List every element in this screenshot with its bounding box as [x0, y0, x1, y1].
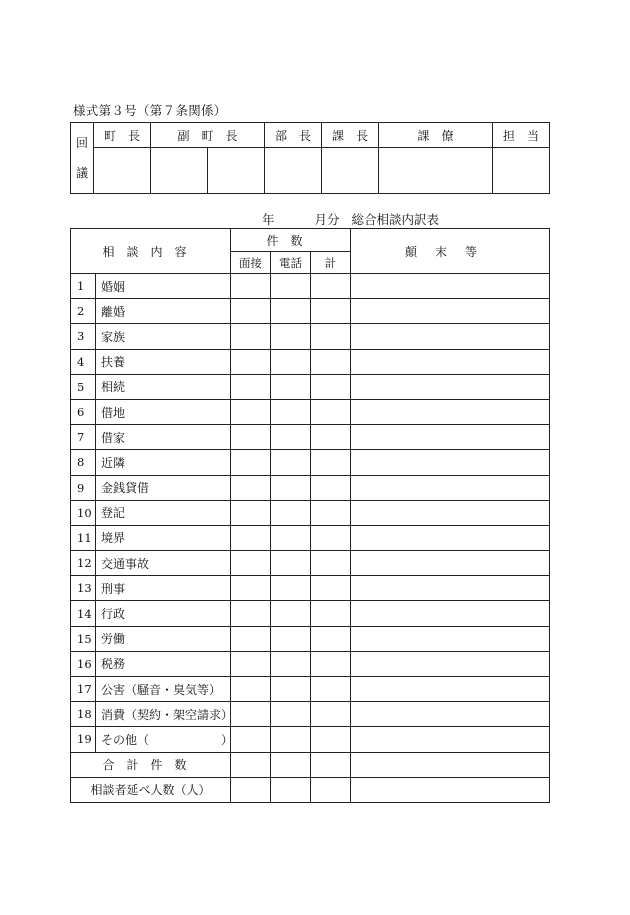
row-number: 8	[71, 450, 96, 475]
row-number: 1	[71, 274, 96, 299]
total-row	[71, 752, 550, 777]
cell-phone[interactable]	[271, 727, 311, 752]
cell-in-person[interactable]	[231, 500, 271, 525]
row-label: 労働	[96, 626, 231, 651]
row-label: 境界	[96, 525, 231, 550]
cell-total[interactable]	[311, 551, 351, 576]
row-number: 2	[71, 299, 96, 324]
row-number: 7	[71, 425, 96, 450]
header-count: 件数	[231, 229, 351, 252]
cell-total[interactable]	[311, 777, 351, 802]
cell-in-person[interactable]	[231, 777, 271, 802]
subheader-total: 計	[311, 252, 351, 274]
cell-phone[interactable]	[271, 525, 311, 550]
cell-in-person[interactable]	[231, 727, 271, 752]
table-row	[71, 450, 550, 475]
cell-phone[interactable]	[271, 752, 311, 777]
row-number: 17	[71, 677, 96, 702]
row-label: 婚姻	[96, 274, 231, 299]
row-label: 公害（騒音・臭気等）	[96, 677, 231, 702]
row-label: 近隣	[96, 450, 231, 475]
table-row	[71, 727, 550, 752]
cell-details[interactable]	[351, 324, 550, 349]
approval-box-in-charge[interactable]	[493, 148, 550, 194]
cell-details[interactable]	[351, 374, 550, 399]
title-month: 月分	[314, 212, 340, 227]
cell-total[interactable]	[311, 752, 351, 777]
cell-total[interactable]	[311, 651, 351, 676]
header-details: 顛末等	[351, 229, 550, 274]
cell-in-person[interactable]	[231, 626, 271, 651]
cell-details[interactable]	[351, 450, 550, 475]
approval-header-section-chief: 課 長	[322, 123, 379, 148]
cell-details[interactable]	[351, 349, 550, 374]
approval-box-deputy-mayor-2[interactable]	[208, 148, 265, 194]
cell-total[interactable]	[311, 374, 351, 399]
row-number: 12	[71, 551, 96, 576]
cell-details[interactable]	[351, 475, 550, 500]
cell-phone[interactable]	[271, 450, 311, 475]
table-row	[71, 702, 550, 727]
cell-total[interactable]	[311, 727, 351, 752]
row-label: 借家	[96, 425, 231, 450]
cell-details[interactable]	[351, 399, 550, 424]
cell-details[interactable]	[351, 274, 550, 299]
cell-total[interactable]	[311, 525, 351, 550]
cell-in-person[interactable]	[231, 425, 271, 450]
cell-in-person[interactable]	[231, 475, 271, 500]
cell-total[interactable]	[311, 626, 351, 651]
cell-in-person[interactable]	[231, 299, 271, 324]
cell-details[interactable]	[351, 425, 550, 450]
cell-in-person[interactable]	[231, 576, 271, 601]
cell-in-person[interactable]	[231, 752, 271, 777]
approval-header-deputy-mayor: 副 町 長	[151, 123, 265, 148]
cell-in-person[interactable]	[231, 551, 271, 576]
row-label: その他（ ）	[96, 727, 231, 752]
cell-phone[interactable]	[271, 702, 311, 727]
approval-box-director[interactable]	[265, 148, 322, 194]
row-number: 14	[71, 601, 96, 626]
cell-total[interactable]	[311, 324, 351, 349]
row-label: 税務	[96, 651, 231, 676]
cell-details[interactable]	[351, 525, 550, 550]
row-number: 13	[71, 576, 96, 601]
cell-phone[interactable]	[271, 299, 311, 324]
approval-box-mayor[interactable]	[94, 148, 151, 194]
cell-phone[interactable]	[271, 677, 311, 702]
table-row	[71, 475, 550, 500]
table-row	[71, 349, 550, 374]
row-number: 19	[71, 727, 96, 752]
table-row	[71, 500, 550, 525]
cell-total[interactable]	[311, 576, 351, 601]
approval-side-label	[71, 123, 94, 194]
cell-details[interactable]	[351, 601, 550, 626]
cell-in-person[interactable]	[231, 349, 271, 374]
cell-phone[interactable]	[271, 274, 311, 299]
approval-box-deputy-mayor-1[interactable]	[151, 148, 208, 194]
row-label: 登記	[96, 500, 231, 525]
row-number: 3	[71, 324, 96, 349]
cell-details[interactable]	[351, 626, 550, 651]
cell-phone[interactable]	[271, 777, 311, 802]
row-label: 交通事故	[96, 551, 231, 576]
subheader-in-person: 面接	[231, 252, 271, 274]
cell-phone[interactable]	[271, 601, 311, 626]
cell-total[interactable]	[311, 274, 351, 299]
row-label: 借地	[96, 399, 231, 424]
cell-details[interactable]	[351, 677, 550, 702]
table-title	[262, 210, 439, 228]
cell-phone[interactable]	[271, 626, 311, 651]
table-row	[71, 274, 550, 299]
cell-total[interactable]	[311, 475, 351, 500]
approval-header-in-charge: 担 当	[493, 123, 550, 148]
cell-details[interactable]	[351, 576, 550, 601]
subheader-phone: 電話	[271, 252, 311, 274]
approval-table	[70, 122, 550, 194]
cell-in-person[interactable]	[231, 399, 271, 424]
cell-details[interactable]	[351, 727, 550, 752]
cell-total[interactable]	[311, 450, 351, 475]
consultation-table	[70, 228, 550, 803]
row-number: 15	[71, 626, 96, 651]
table-row	[71, 677, 550, 702]
row-number: 11	[71, 525, 96, 550]
table-row	[71, 576, 550, 601]
table-row	[71, 374, 550, 399]
header-content: 相談内容	[71, 229, 231, 274]
cell-details[interactable]	[351, 551, 550, 576]
table-row	[71, 551, 550, 576]
approval-side-label-top: 回	[75, 136, 88, 150]
row-label: 離婚	[96, 299, 231, 324]
cell-in-person[interactable]	[231, 525, 271, 550]
row-number: 5	[71, 374, 96, 399]
cell-in-person[interactable]	[231, 274, 271, 299]
cell-phone[interactable]	[271, 324, 311, 349]
cell-in-person[interactable]	[231, 450, 271, 475]
table-row	[71, 651, 550, 676]
row-label: 刑事	[96, 576, 231, 601]
table-row	[71, 299, 550, 324]
cell-in-person[interactable]	[231, 702, 271, 727]
cell-total[interactable]	[311, 299, 351, 324]
cell-total[interactable]	[311, 601, 351, 626]
cell-details[interactable]	[351, 651, 550, 676]
cell-in-person[interactable]	[231, 324, 271, 349]
approval-header-mayor: 町 長	[94, 123, 151, 148]
cell-details[interactable]	[351, 777, 550, 802]
cell-phone[interactable]	[271, 349, 311, 374]
approval-box-section-chief[interactable]	[322, 148, 379, 194]
cell-phone[interactable]	[271, 551, 311, 576]
title-year: 年	[262, 212, 275, 227]
cell-in-person[interactable]	[231, 601, 271, 626]
cell-in-person[interactable]	[231, 651, 271, 676]
approval-side-label-bottom: 議	[75, 166, 88, 180]
title-name: 総合相談内訳表	[351, 212, 439, 227]
approval-header-director: 部 長	[265, 123, 322, 148]
row-label: 扶養	[96, 349, 231, 374]
cell-total[interactable]	[311, 702, 351, 727]
approval-header-section-staff: 課 僚	[379, 123, 493, 148]
cell-phone[interactable]	[271, 374, 311, 399]
table-row	[71, 626, 550, 651]
table-row	[71, 601, 550, 626]
row-number: 6	[71, 399, 96, 424]
cell-total[interactable]	[311, 349, 351, 374]
row-label: 家族	[96, 324, 231, 349]
cell-details[interactable]	[351, 702, 550, 727]
row-number: 9	[71, 475, 96, 500]
cell-phone[interactable]	[271, 475, 311, 500]
persons-row	[71, 777, 550, 802]
row-number: 10	[71, 500, 96, 525]
table-row	[71, 525, 550, 550]
row-number: 18	[71, 702, 96, 727]
row-label: 行政	[96, 601, 231, 626]
row-number: 4	[71, 349, 96, 374]
cell-total[interactable]	[311, 425, 351, 450]
cell-total[interactable]	[311, 677, 351, 702]
row-label: 相続	[96, 374, 231, 399]
table-row	[71, 399, 550, 424]
form-label: 様式第３号（第７条関係）	[73, 103, 227, 118]
cell-total[interactable]	[311, 500, 351, 525]
row-number: 16	[71, 651, 96, 676]
row-label: 消費（契約・架空請求）	[96, 702, 231, 727]
cell-phone[interactable]	[271, 399, 311, 424]
cell-total[interactable]	[311, 399, 351, 424]
cell-details[interactable]	[351, 299, 550, 324]
cell-phone[interactable]	[271, 500, 311, 525]
cell-in-person[interactable]	[231, 677, 271, 702]
total-label: 合計件数	[71, 752, 231, 777]
cell-details[interactable]	[351, 500, 550, 525]
approval-box-section-staff[interactable]	[379, 148, 493, 194]
cell-phone[interactable]	[271, 651, 311, 676]
cell-details[interactable]	[351, 752, 550, 777]
table-row	[71, 425, 550, 450]
cell-phone[interactable]	[271, 576, 311, 601]
cell-in-person[interactable]	[231, 374, 271, 399]
cell-phone[interactable]	[271, 425, 311, 450]
table-row	[71, 324, 550, 349]
row-label: 金銭貸借	[96, 475, 231, 500]
persons-label: 相談者延べ人数（人）	[71, 777, 231, 802]
